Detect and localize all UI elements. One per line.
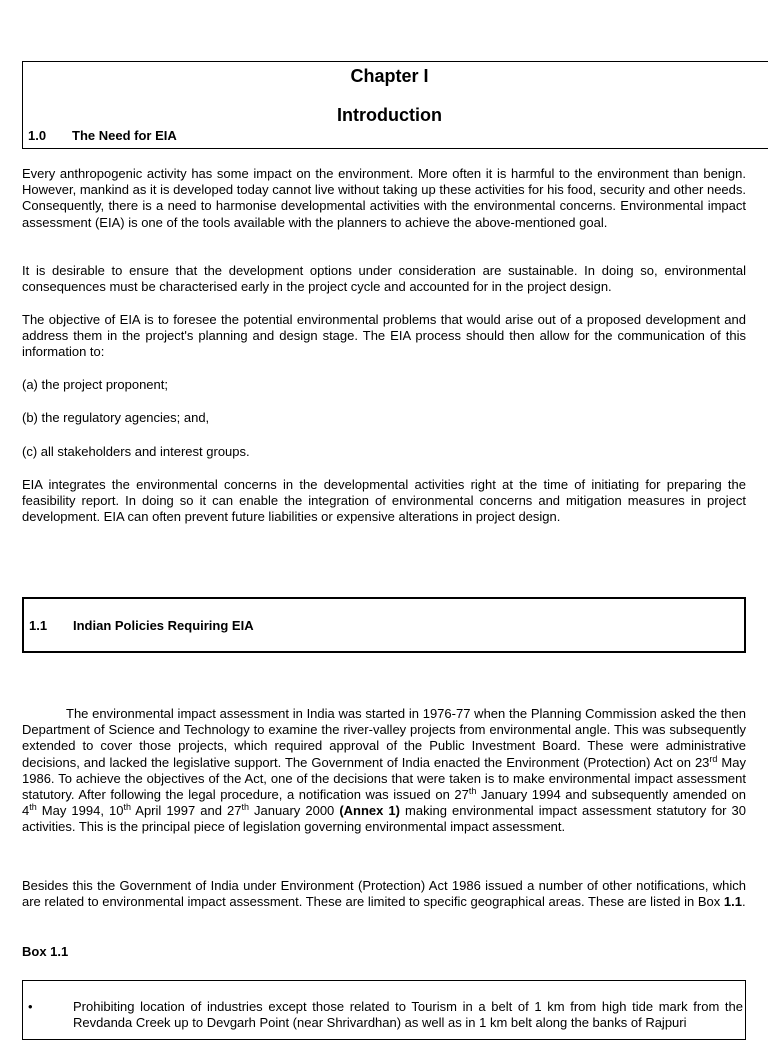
list-item: (a) the project proponent;: [22, 377, 168, 392]
box-reference: 1.1: [723, 894, 742, 910]
bullet-icon: •: [28, 999, 33, 1014]
paragraph-notifications: Besides this the Government of India under Environment (Protection) Act 1986 issued a number of other notifications, which are related to environmental impact assessment. These are limited to specific geographical areas. These are listed in Box 1.1.: [22, 878, 746, 910]
box-1-1-content: [22, 980, 746, 1040]
section-title: The Need for EIA: [72, 128, 177, 143]
chapter-title: Introduction: [337, 105, 442, 125]
section-heading-box-1-1: [22, 597, 746, 653]
paragraph-sustainable: It is desirable to ensure that the development options under consideration are sustainable. In doing so, environmental consequences must be characterised early in the project cycle and accounted for in the project design.: [22, 263, 746, 295]
paragraph-intro: Every anthropogenic activity has some impact on the environment. More often it is harmful to the environment than benign. However, mankind as it is developed today cannot live without taking up these activities for his food, security and other needs. Consequently, there is a need to harmonise developmental activities with the environmental concerns. Environmental impact assessment (EIA) is one of the tools available with the planners to achieve the above-mentioned goal.: [22, 166, 746, 230]
list-item: (b) the regulatory agencies; and,: [22, 410, 210, 425]
annex-reference: (Annex 1): [339, 803, 400, 819]
list-item: (c) all stakeholders and interest groups.: [22, 444, 250, 459]
section-number: 1.1: [29, 618, 48, 633]
section-number: 1.0: [28, 128, 47, 143]
chapter-label: Chapter I: [350, 66, 429, 86]
section-heading-1-0: [28, 128, 177, 143]
section-title: Indian Policies Requiring EIA: [73, 618, 254, 633]
bullet-text: Prohibiting location of industries except those related to Tourism in a belt of 1 km from high tide mark from the Revdanda Creek up to Devgarh Point (near Shrivardhan) as well as in 1 km belt along the banks of Rajpuri: [73, 999, 743, 1031]
paragraph-objective: The objective of EIA is to foresee the potential environmental problems that would arise out of a proposed development and address them in the project's planning and design stage. The EIA process should then allow for the communication of this information to:: [22, 312, 746, 360]
paragraph-integration: EIA integrates the environmental concerns in the developmental activities right at the time of initiating for preparing the feasibility report. In doing so it can enable the integration of environmental concerns and mitigation measures in project development. EIA can often prevent future liabilities or expensive alterations in project design.: [22, 477, 746, 525]
box-label: Box 1.1: [22, 944, 69, 959]
paragraph-history: The environmental impact assessment in India was started in 1976-77 when the Planning Commission asked the then Department of Science and Technology to examine the river-valley projects from environmental angle. This was subsequently extended to cover those projects, which required approval of the Public Investment Board. These were administrative decisions, and lacked the legislative support. The Government of India enacted the Environment (Protection) Act on 23rd May 1986. To achieve the objectives of the Act, one of the decisions that were taken is to make environmental impact assessment statutory. After following the legal procedure, a notification was issued on 27th January 1994 and subsequently amended on 4th May 1994, 10th April 1997 and 27th January 2000 (Annex 1) making environmental impact assessment statutory for 30 activities. This is the principal piece of legislation governing environmental impact assessment.: [22, 706, 747, 835]
section-heading-1-1: [29, 618, 254, 633]
chapter-header-box: [22, 61, 768, 149]
